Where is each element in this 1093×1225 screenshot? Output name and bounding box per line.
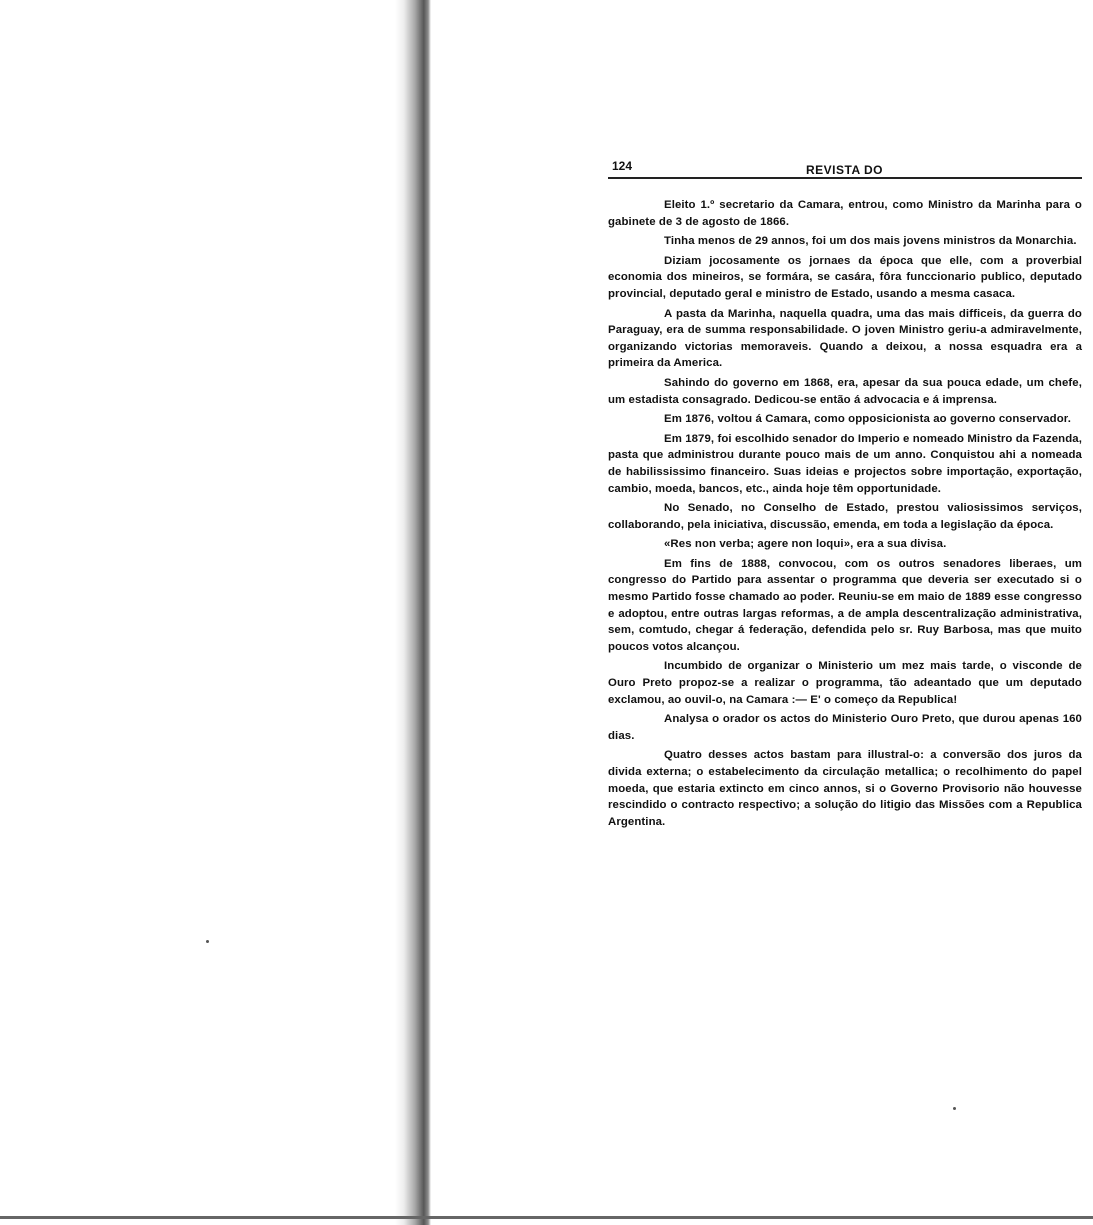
paragraph: Eleito 1.º secretario da Camara, entrou, como Ministro da Marinha para o gabinete de 3 de agosto de 1866. — [608, 199, 1082, 228]
paragraph: Quatro desses actos bastam para illustral-o: a conversão dos juros da divida externa; o estabelecimento da circulação metallica; o recolhimento do papel moeda, que estaria extincto em cinco annos, si o Governo Provisorio não houvesse rescindido o contracto respectivo; a solução do litigio das Missões com a Republica Argentina. — [608, 749, 1082, 828]
book-gutter-shadow — [395, 0, 431, 1225]
paragraph: Incumbido de organizar o Ministerio um mez mais tarde, o visconde de Ouro Preto propoz-se a realizar o programma, tão adeantado que um deputado exclamou, ao ouvil-o, na Camara :— E' o começo da Republica! — [608, 660, 1082, 706]
paragraph: Em fins de 1888, convocou, com os outros senadores liberaes, um congresso do Partido para assentar o programma que deveria ser executado si o mesmo Partido fosse chamado ao poder. Reuniu-se em maio de 1889 esse congresso e adoptou, entre outras largas reformas, a de ampla descentralização administrativa, sem, comtudo, chegar á federação, defendida pelo sr. Ruy Barbosa, mas que muito poucos votos alcançou. — [608, 557, 1082, 653]
page-number: 124 — [612, 159, 633, 173]
paragraph: A pasta da Marinha, naquella quadra, uma das mais difficeis, da guerra do Paraguay, era de summa responsabilidade. O joven Ministro geriu-a admiravelmente, organizando victorias memoraveis. Quando a deixou, a nossa esquadra era a primeira da America. — [608, 307, 1082, 370]
paragraph: Analysa o orador os actos do Ministerio Ouro Preto, que durou apenas 160 dias. — [608, 713, 1082, 742]
paragraph: Sahindo do governo em 1868, era, apesar da sua pouca edade, um chefe, um estadista consagrado. Dedicou-se então á advocacia e á imprensa. — [608, 376, 1082, 406]
paragraph: Diziam jocosamente os jornaes da época que elle, com a proverbial economia dos mineiros, se formára, se casára, fôra funccionario publico, deputado provincial, deputado geral e ministro de Estado, usando a mesma casaca. — [608, 254, 1082, 300]
paragraph: «Res non verba; agere non loqui», era a sua divisa. — [664, 538, 947, 551]
book-page — [608, 155, 1082, 833]
scan-bottom-edge — [0, 1216, 1093, 1219]
body-text — [608, 197, 1082, 830]
paragraph: Em 1879, foi escolhido senador do Imperio e nomeado Ministro da Fazenda, pasta que administrou durante pouco mais de um anno. Conquistou ahi a nomeada de habilississimo financeiro. Suas ideias e projectos sobre importação, exportação, cambio, moeda, bancos, etc., ainda hoje têm opportunidade. — [608, 432, 1082, 495]
paragraph: Tinha menos de 29 annos, foi um dos mais jovens ministros da Monarchia. — [664, 235, 1077, 248]
running-head-title: REVISTA DO — [806, 163, 884, 177]
paragraph: Em 1876, voltou á Camara, como opposicionista ao governo conservador. — [664, 413, 1071, 426]
running-head — [608, 155, 1082, 179]
scan-speck — [953, 1107, 956, 1110]
paragraph: No Senado, no Conselho de Estado, prestou valiosissimos serviços, collaborando, pela iniciativa, discussão, emenda, em toda a legislação da época. — [608, 502, 1082, 531]
scan-speck — [206, 940, 209, 943]
